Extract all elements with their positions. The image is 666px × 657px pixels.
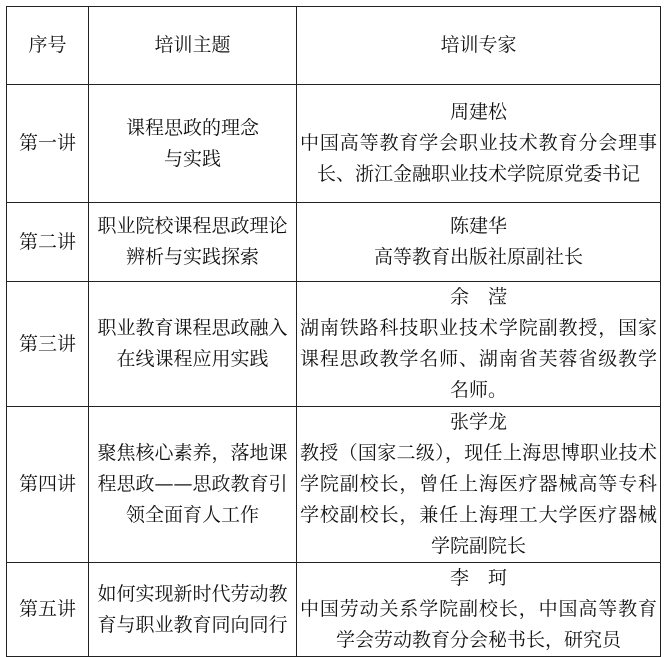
row-expert [297,563,661,657]
row-topic: 职业院校课程思政理论辨析与实践探索 [89,203,297,282]
expert-name: 周建松 [449,101,507,123]
header-expert: 培训专家 [297,7,661,85]
row-index: 第一讲 [7,85,89,203]
row-topic-text: 课程思政的理念 与实践 [125,116,259,170]
table-row [7,203,661,282]
row-index: 第四讲 [7,407,89,563]
table-row [7,407,661,563]
row-topic: 职业教育课程思政融入在线课程应用实践 [89,282,297,407]
row-topic: 聚焦核心素养，落地课程思政——思政教育引领全面育人工作 [89,407,297,563]
table-row [7,563,661,657]
expert-name: 余 滢 [449,286,507,308]
expert-description: 湖南铁路科技职业技术学院副教授，国家课程思政教学名师、湖南省芙蓉省级教学名师。 [300,317,657,401]
table-header-row [7,7,661,85]
row-index: 第三讲 [7,282,89,407]
row-index: 第二讲 [7,203,89,282]
row-topic: 如何实现新时代劳动教育与职业教育同向同行 [89,563,297,657]
training-schedule-table [6,6,661,657]
row-expert [297,85,661,203]
expert-name: 陈建华 [449,215,507,237]
header-index: 序号 [7,7,89,85]
expert-description: 教授（国家二级），现任上海思博职业技术学院副校长，曾任上海医疗器械高等专科学校副校长，兼任上海理工大学医疗器械学院副院长 [300,442,657,557]
expert-description: 中国高等教育学会职业技术教育分会理事长、浙江金融职业技术学院原党委书记 [300,132,657,185]
expert-description: 高等教育出版社原副社长 [373,246,583,268]
row-expert [297,282,661,407]
table-row [7,85,661,203]
expert-name: 李 珂 [449,567,507,589]
header-topic: 培训主题 [89,7,297,85]
row-expert [297,203,661,282]
expert-name: 张学龙 [449,411,507,433]
table-row [7,282,661,407]
row-topic [89,85,297,203]
row-expert [297,407,661,563]
row-index: 第五讲 [7,563,89,657]
expert-description: 中国劳动关系学院副校长，中国高等教育学会劳动教育分会秘书长，研究员 [300,598,657,651]
